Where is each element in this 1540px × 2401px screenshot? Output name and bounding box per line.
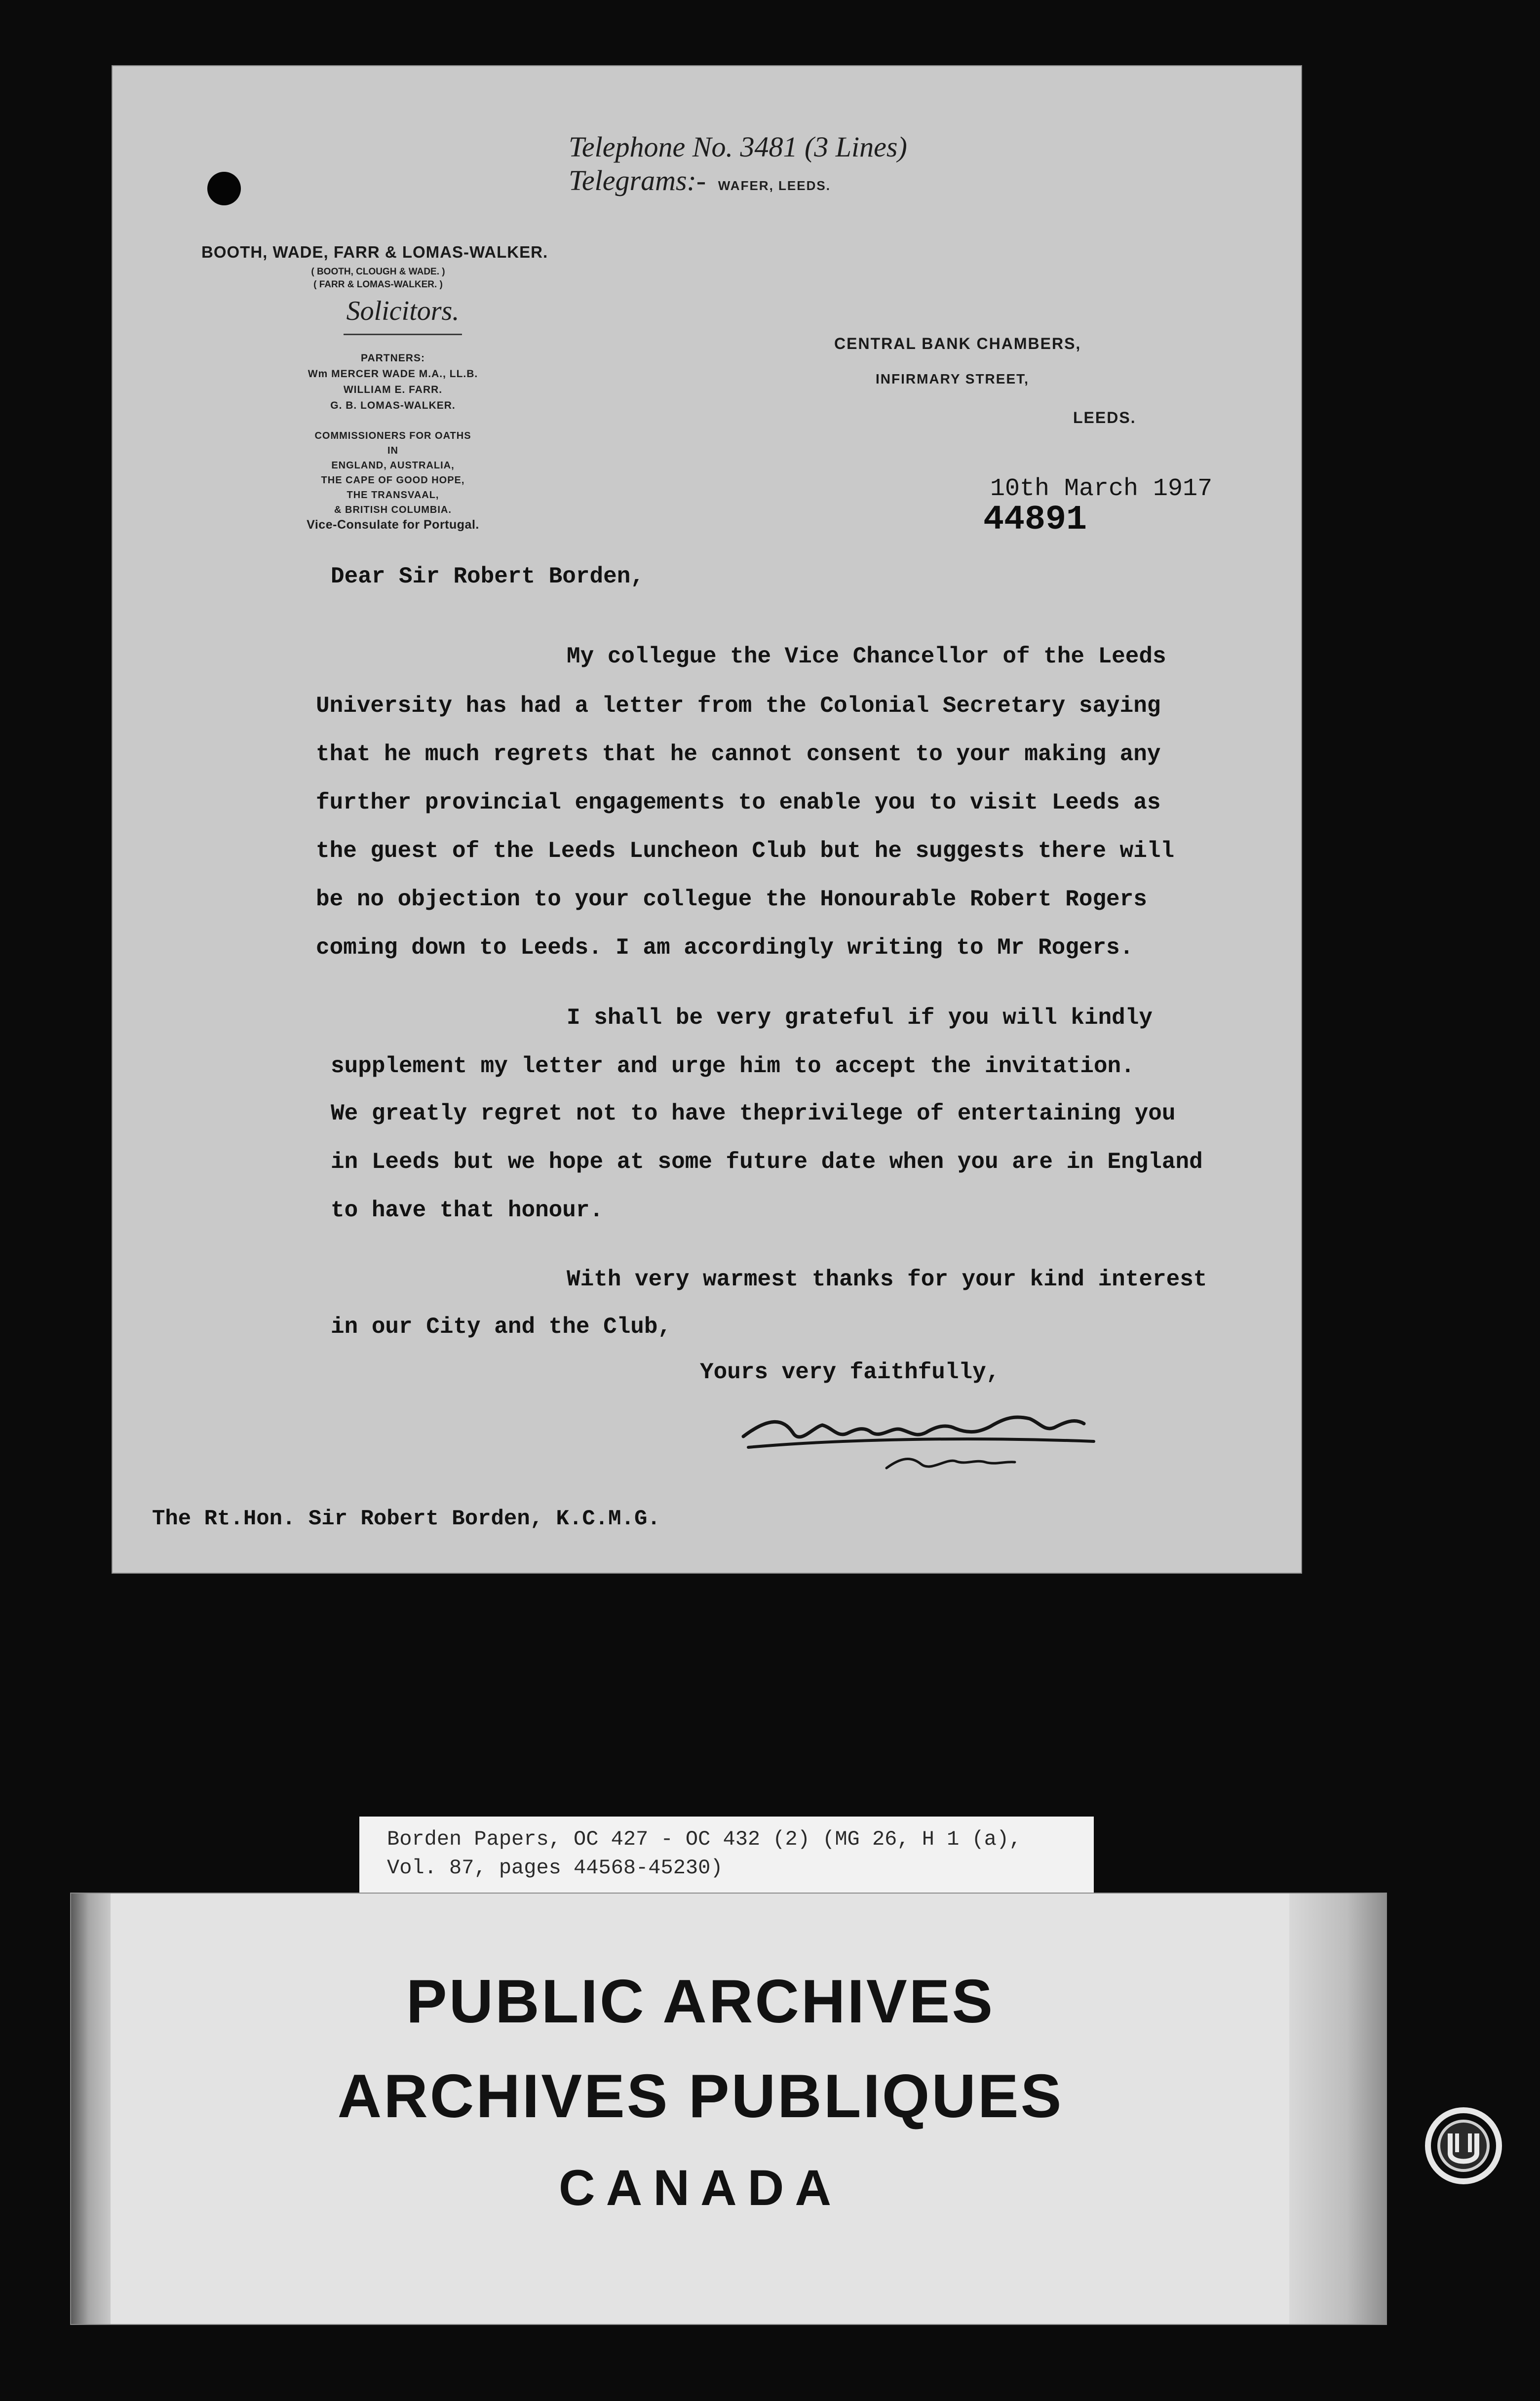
reference-number: 44891 <box>983 501 1087 540</box>
firm-former-name: ( FARR & LOMAS-WALKER. ) <box>313 279 443 290</box>
paragraph-line: the guest of the Leeds Luncheon Club but he suggests there will <box>316 838 1175 864</box>
paragraph-line: be no objection to your collegue the Honourable Robert Rogers <box>316 887 1147 912</box>
archives-emblem-icon <box>1422 2104 1505 2188</box>
letter-date: 10th March 1917 <box>990 475 1213 503</box>
paragraph-line: to have that honour. <box>331 1198 604 1223</box>
paragraph-line: coming down to Leeds. I am accordingly writing to Mr Rogers. <box>316 935 1134 961</box>
commissioners-line: & BRITISH COLUMBIA. <box>334 504 452 515</box>
firm-name: BOOTH, WADE, FARR & LOMAS-WALKER. <box>201 243 548 261</box>
punch-hole <box>207 172 241 205</box>
reference-line: Vol. 87, pages 44568-45230) <box>387 1856 723 1880</box>
paragraph-line: in our City and the Club, <box>331 1314 672 1340</box>
firm-former-name: ( BOOTH, CLOUGH & WADE. ) <box>311 267 445 277</box>
archive-title-fr: ARCHIVES PUBLIQUES <box>337 2062 1064 2130</box>
telephone-line: Telephone No. 3481 (3 Lines) <box>569 131 907 163</box>
commissioners-line: THE TRANSVAAL, <box>346 490 439 501</box>
card-face <box>111 1894 1290 2324</box>
paragraph-line: that he much regrets that he cannot consent to your making any <box>316 741 1161 767</box>
paragraph-line: further provincial engagements to enable you to visit Leeds as <box>316 790 1161 815</box>
telegrams-label: Telegrams:- <box>569 164 706 196</box>
salutation: Dear Sir Robert Borden, <box>331 564 644 589</box>
archive-country: CANADA <box>559 2160 842 2216</box>
commissioners-line: THE CAPE OF GOOD HOPE, <box>321 475 465 486</box>
firm-former-names <box>294 266 462 291</box>
partner-name: G. B. LOMAS-WALKER. <box>330 400 456 411</box>
archive-title-en: PUBLIC ARCHIVES <box>406 1968 995 2036</box>
paragraph-line: I shall be very grateful if you will kindly <box>567 1005 1153 1031</box>
address-line: CENTRAL BANK CHAMBERS, <box>834 335 1081 352</box>
paragraph-line: University has had a letter from the Colonial Secretary saying <box>316 693 1161 719</box>
partners-heading: PARTNERS: <box>361 352 425 364</box>
paragraph-line: With very warmest thanks for your kind interest <box>567 1267 1207 1292</box>
divider <box>344 334 462 335</box>
closing: Yours very faithfully, <box>700 1359 1000 1385</box>
firm-role: Solicitors. <box>346 296 460 326</box>
paragraph-line: in Leeds but we hope at some future date when you are in England <box>331 1149 1203 1175</box>
partner-name: WILLIAM E. FARR. <box>343 384 443 395</box>
partners-list <box>250 350 536 414</box>
telegrams-line <box>569 164 831 197</box>
archive-card <box>70 1893 1387 2325</box>
card-edge <box>71 1894 111 2324</box>
handwritten-signature <box>738 1398 1183 1472</box>
reference-line: Borden Papers, OC 427 - OC 432 (2) (MG 26, H 1 (a), <box>387 1827 1022 1851</box>
paragraph-line: We greatly regret not to have theprivilege of entertaining you <box>331 1101 1176 1126</box>
commissioners-list <box>255 428 531 532</box>
card-edge <box>1289 1894 1386 2324</box>
address-line: INFIRMARY STREET, <box>876 371 1029 387</box>
letter-sheet <box>112 65 1302 1574</box>
commissioners-line: IN <box>387 445 398 456</box>
paragraph-line: supplement my letter and urge him to accept the invitation. <box>331 1053 1135 1079</box>
commissioners-line: ENGLAND, AUSTRALIA, <box>331 460 455 471</box>
vice-consulate: Vice-Consulate for Portugal. <box>307 518 479 532</box>
archive-reference-slip <box>359 1817 1094 1894</box>
partner-name: Wm MERCER WADE M.A., LL.B. <box>308 368 478 380</box>
signature <box>738 1398 1183 1472</box>
addressee: The Rt.Hon. Sir Robert Borden, K.C.M.G. <box>152 1507 660 1531</box>
commissioners-line: COMMISSIONERS FOR OATHS <box>314 430 471 441</box>
paragraph-line: My collegue the Vice Chancellor of the Leeds <box>567 644 1166 669</box>
address-line: LEEDS. <box>1073 409 1136 426</box>
telegrams-value: WAFER, LEEDS. <box>718 178 831 193</box>
